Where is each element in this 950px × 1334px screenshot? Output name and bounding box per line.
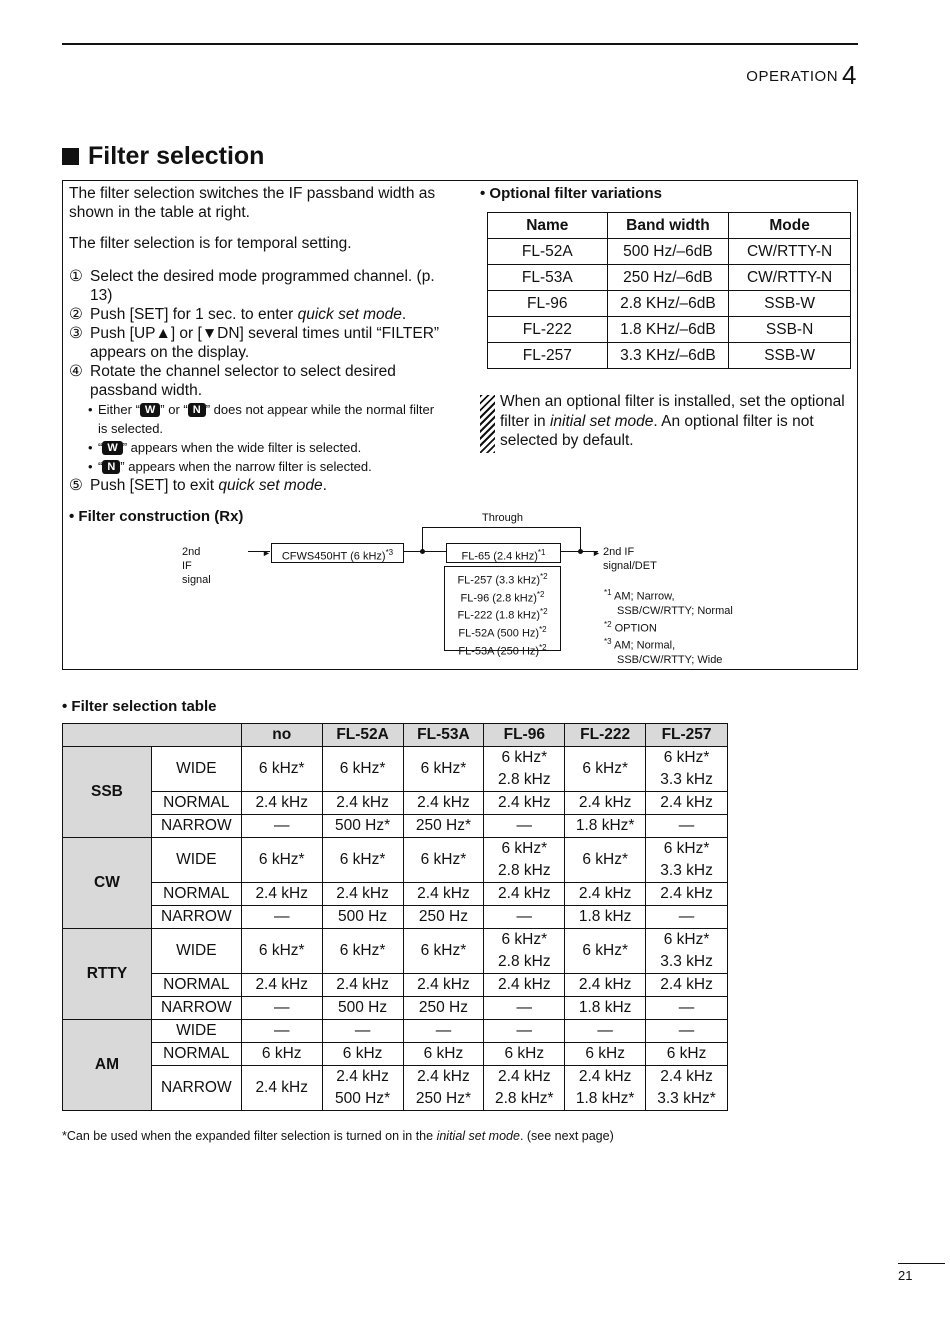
width-label-cell: WIDE: [151, 1020, 241, 1043]
table-cell: 2.4 kHz: [646, 883, 728, 906]
step-text: Select the desired mode programmed channel. (p. 13): [90, 268, 435, 304]
construction-heading: • Filter construction (Rx): [69, 508, 244, 525]
section-name: OPERATION: [746, 68, 839, 85]
table-cell: 6 kHz*: [241, 929, 322, 974]
table-cell: 1.8 KHz/–6dB: [607, 317, 729, 343]
note-text: When an optional filter is installed, set the optional filter in initial set mode. An optional filter is not selected by default.: [500, 393, 845, 449]
table-cell: 6 kHz*: [565, 747, 646, 792]
table-header-row: [488, 213, 851, 239]
width-label-cell: NORMAL: [151, 1043, 241, 1066]
table-cell: 2.4 kHz: [322, 974, 403, 997]
table-cell: SSB-W: [729, 291, 851, 317]
table-cell: 6 kHz*: [565, 929, 646, 974]
through-line: [422, 527, 423, 551]
table-cell: —: [484, 1020, 565, 1043]
page-number: 21: [898, 1268, 913, 1283]
arrow-right-icon: ►: [262, 548, 271, 558]
table-cell: 250 Hz: [403, 906, 484, 929]
table-cell: 1.8 kHz*: [565, 815, 646, 838]
table-cell: 2.4 kHz 3.3 kHz*: [646, 1066, 728, 1111]
column-header: FL-96: [484, 724, 565, 747]
table-cell: —: [484, 997, 565, 1020]
narrow-indicator-icon: N: [188, 403, 206, 417]
wide-indicator-icon: W: [140, 403, 160, 417]
table-cell: 2.4 kHz 500 Hz*: [322, 1066, 403, 1111]
table-cell: 6 kHz* 2.8 kHz: [484, 929, 565, 974]
table-row: [63, 747, 728, 792]
width-label-cell: NARROW: [151, 997, 241, 1020]
table-cell: 6 kHz*: [322, 747, 403, 792]
column-header: Band width: [607, 213, 729, 239]
table-cell: 250 Hz/–6dB: [607, 265, 729, 291]
table-row: [63, 1020, 728, 1043]
table-cell: SSB-W: [729, 343, 851, 369]
table-cell: —: [646, 815, 728, 838]
diagram-notes: [604, 586, 733, 667]
note-icon: [480, 395, 495, 453]
instructions: [69, 184, 441, 495]
table-cell: FL-52A: [488, 239, 608, 265]
table-row: [63, 974, 728, 997]
table-cell: 3.3 KHz/–6dB: [607, 343, 729, 369]
table-cell: 6 kHz*: [241, 838, 322, 883]
table-cell: 6 kHz*: [322, 929, 403, 974]
table-cell: —: [241, 1020, 322, 1043]
table-row: [488, 317, 851, 343]
step-3: [69, 324, 441, 362]
diagram-note-line: $^{*2}$ OPTION: [604, 619, 657, 635]
header-rule: [62, 43, 858, 45]
table-cell: 6 kHz*: [322, 838, 403, 883]
mode-cell: RTTY: [63, 929, 152, 1020]
table-cell: —: [646, 1020, 728, 1043]
table-row: [488, 291, 851, 317]
table-cell: 6 kHz: [646, 1043, 728, 1066]
width-label-cell: WIDE: [151, 929, 241, 974]
width-label-cell: NARROW: [151, 906, 241, 929]
step-2: [69, 305, 441, 324]
title-square-icon: [62, 148, 79, 165]
mode-cell: SSB: [63, 747, 152, 838]
optional-filter-note: [480, 392, 852, 453]
step-number: ①: [69, 268, 83, 285]
diagram-note-line: $^{*3}$ AM; Normal,: [604, 637, 676, 652]
table-cell: 6 kHz: [241, 1043, 322, 1066]
sub-bullet: • “ N ” appears when the narrow filter is selected.: [88, 459, 372, 474]
table-cell: 250 Hz*: [403, 815, 484, 838]
fl65-filter-box: FL-65 (2.4 kHz)$^{*1}$: [446, 543, 561, 563]
optional-filter-item: FL-222 (1.8 kHz)$^{*2}$: [457, 607, 548, 622]
mode-cell: CW: [63, 838, 152, 929]
chapter-number: 4: [842, 60, 857, 90]
table-cell: 2.4 kHz: [403, 792, 484, 815]
step-5: [69, 476, 441, 495]
table-cell: 6 kHz*: [565, 838, 646, 883]
diagram-note-line: $^{*1}$ AM; Narrow,: [604, 588, 675, 603]
table-cell: 2.4 kHz: [484, 974, 565, 997]
output-label: 2nd IF signal/DET: [603, 546, 657, 572]
table-cell: 6 kHz*: [403, 747, 484, 792]
table-cell: —: [646, 906, 728, 929]
optional-filter-item: FL-257 (3.3 kHz)$^{*2}$: [457, 572, 548, 587]
table-cell: SSB-N: [729, 317, 851, 343]
step-text: Rotate the channel selector to select desired passband width.: [90, 363, 396, 399]
intro-paragraph: The filter selection switches the IF passband width as shown in the table at right.: [69, 185, 436, 221]
table-cell: FL-222: [488, 317, 608, 343]
running-header: [746, 60, 857, 91]
table-cell: 2.4 kHz 1.8 kHz*: [565, 1066, 646, 1111]
table-cell: 6 kHz: [484, 1043, 565, 1066]
step-text: Push [SET] for 1 sec. to enter quick set mode.: [90, 306, 407, 323]
table-cell: CW/RTTY-N: [729, 239, 851, 265]
column-header: Name: [488, 213, 608, 239]
through-line: [580, 527, 581, 551]
width-label-cell: NORMAL: [151, 974, 241, 997]
width-label-cell: NORMAL: [151, 792, 241, 815]
optional-filter-item: FL-52A (500 Hz)$^{*2}$: [458, 624, 547, 640]
table-row: [63, 1066, 728, 1111]
selection-table-heading: • Filter selection table: [62, 698, 217, 715]
step-text: Push [UP▲] or [▼DN] several times until “FILTER” appears on the display.: [90, 325, 440, 361]
optional-filters-box: [444, 566, 561, 658]
intro-paragraph: The filter selection is for temporal setting.: [69, 235, 352, 252]
column-header: FL-222: [565, 724, 646, 747]
table-cell: 2.4 kHz: [241, 792, 322, 815]
table-cell: 6 kHz: [403, 1043, 484, 1066]
table-cell: 6 kHz: [565, 1043, 646, 1066]
diagram-note-line: SSB/CW/RTTY; Wide: [617, 653, 723, 666]
table-cell: 2.4 kHz: [403, 883, 484, 906]
page-title: [62, 142, 264, 171]
table-cell: 1.8 kHz: [565, 906, 646, 929]
title-text: Filter selection: [88, 142, 265, 170]
table-row: [63, 1043, 728, 1066]
diagram-note-line: SSB/CW/RTTY; Normal: [617, 604, 733, 617]
table-cell: 500 Hz/–6dB: [607, 239, 729, 265]
table-cell: 2.4 kHz: [565, 883, 646, 906]
table-cell: 6 kHz* 3.3 kHz: [646, 747, 728, 792]
page-number-rule: [898, 1263, 945, 1264]
cfws450ht-filter-box: CFWS450HT (6 kHz)$^{*3}$: [271, 543, 404, 563]
step-number: ②: [69, 306, 83, 323]
width-label-cell: NORMAL: [151, 883, 241, 906]
table-row: [63, 838, 728, 883]
table-row: [63, 883, 728, 906]
table-cell: FL-53A: [488, 265, 608, 291]
table-row: [63, 929, 728, 974]
table-cell: 2.4 kHz 2.8 kHz*: [484, 1066, 565, 1111]
optional-filters-table: [487, 212, 851, 369]
table-cell: 2.4 kHz: [646, 974, 728, 997]
table-row: [488, 239, 851, 265]
column-header: FL-53A: [403, 724, 484, 747]
table-row: [63, 997, 728, 1020]
table-row: [488, 343, 851, 369]
table-cell: 6 kHz*: [241, 747, 322, 792]
table-cell: 2.4 kHz 250 Hz*: [403, 1066, 484, 1111]
table-cell: 2.4 kHz: [322, 883, 403, 906]
table-row: [63, 792, 728, 815]
table-cell: 6 kHz: [322, 1043, 403, 1066]
table-corner-cell: [63, 724, 242, 747]
table-cell: 6 kHz*: [403, 929, 484, 974]
table-cell: 2.4 kHz: [241, 974, 322, 997]
step-4: [69, 362, 441, 400]
step-text: Push [SET] to exit quick set mode.: [90, 477, 327, 494]
table-cell: —: [241, 815, 322, 838]
junction-dot: [578, 549, 583, 554]
table-cell: —: [484, 815, 565, 838]
arrow-right-icon: ►: [592, 548, 601, 558]
mode-cell: AM: [63, 1020, 152, 1111]
table-cell: —: [241, 906, 322, 929]
through-line: [422, 527, 581, 528]
column-header: Mode: [729, 213, 851, 239]
table-cell: FL-96: [488, 291, 608, 317]
filter-selection-table: [62, 723, 728, 1111]
table-cell: 500 Hz: [322, 997, 403, 1020]
table-cell: CW/RTTY-N: [729, 265, 851, 291]
table-cell: 6 kHz* 2.8 kHz: [484, 838, 565, 883]
table-cell: 2.4 kHz: [241, 883, 322, 906]
table-cell: 2.4 kHz: [565, 792, 646, 815]
sub-bullet: • “ W ” appears when the wide filter is selected.: [88, 440, 362, 455]
table-cell: —: [403, 1020, 484, 1043]
table-cell: 2.4 kHz: [565, 974, 646, 997]
table-row: [63, 815, 728, 838]
sub-bullet: • Either “ W ” or “ N ” does not appear while the normal filter is selected.: [88, 402, 435, 436]
table-cell: 500 Hz*: [322, 815, 403, 838]
column-header: FL-52A: [322, 724, 403, 747]
width-label-cell: WIDE: [151, 747, 241, 792]
table-cell: —: [646, 997, 728, 1020]
step-number: ⑤: [69, 477, 83, 494]
table-footnote: *Can be used when the expanded filter selection is turned on in the initial set mode. (see next page): [62, 1129, 614, 1143]
table-cell: 2.4 kHz: [322, 792, 403, 815]
wide-indicator-icon: W: [102, 441, 122, 455]
step-1: [69, 267, 441, 305]
table-row: [63, 906, 728, 929]
table-cell: —: [241, 997, 322, 1020]
table-cell: 2.4 kHz: [403, 974, 484, 997]
through-label: Through: [482, 512, 523, 524]
width-label-cell: NARROW: [151, 815, 241, 838]
table-cell: FL-257: [488, 343, 608, 369]
table-cell: 6 kHz* 3.3 kHz: [646, 838, 728, 883]
width-label-cell: WIDE: [151, 838, 241, 883]
table-cell: 250 Hz: [403, 997, 484, 1020]
table-cell: —: [484, 906, 565, 929]
table-cell: 6 kHz* 2.8 kHz: [484, 747, 565, 792]
table-cell: 500 Hz: [322, 906, 403, 929]
table-cell: 6 kHz* 3.3 kHz: [646, 929, 728, 974]
table-row: [488, 265, 851, 291]
optional-filter-item: FL-96 (2.8 kHz)$^{*2}$: [460, 589, 545, 605]
table-cell: 2.4 kHz: [646, 792, 728, 815]
optional-filter-item: FL-53A (250 Hz)$^{*2}$: [458, 642, 547, 658]
table-header-row: [63, 724, 728, 747]
input-label: 2nd IF signal: [182, 546, 211, 586]
table-cell: 2.8 KHz/–6dB: [607, 291, 729, 317]
optional-filters-heading: • Optional filter variations: [480, 185, 662, 202]
width-label-cell: NARROW: [151, 1066, 241, 1111]
column-header: FL-257: [646, 724, 728, 747]
step-number: ④: [69, 363, 83, 380]
table-cell: 6 kHz*: [403, 838, 484, 883]
table-cell: —: [322, 1020, 403, 1043]
table-cell: 1.8 kHz: [565, 997, 646, 1020]
table-cell: 2.4 kHz: [241, 1066, 322, 1111]
step-number: ③: [69, 325, 83, 342]
column-header: no: [241, 724, 322, 747]
table-cell: 2.4 kHz: [484, 792, 565, 815]
narrow-indicator-icon: N: [102, 460, 120, 474]
table-cell: 2.4 kHz: [484, 883, 565, 906]
table-cell: —: [565, 1020, 646, 1043]
